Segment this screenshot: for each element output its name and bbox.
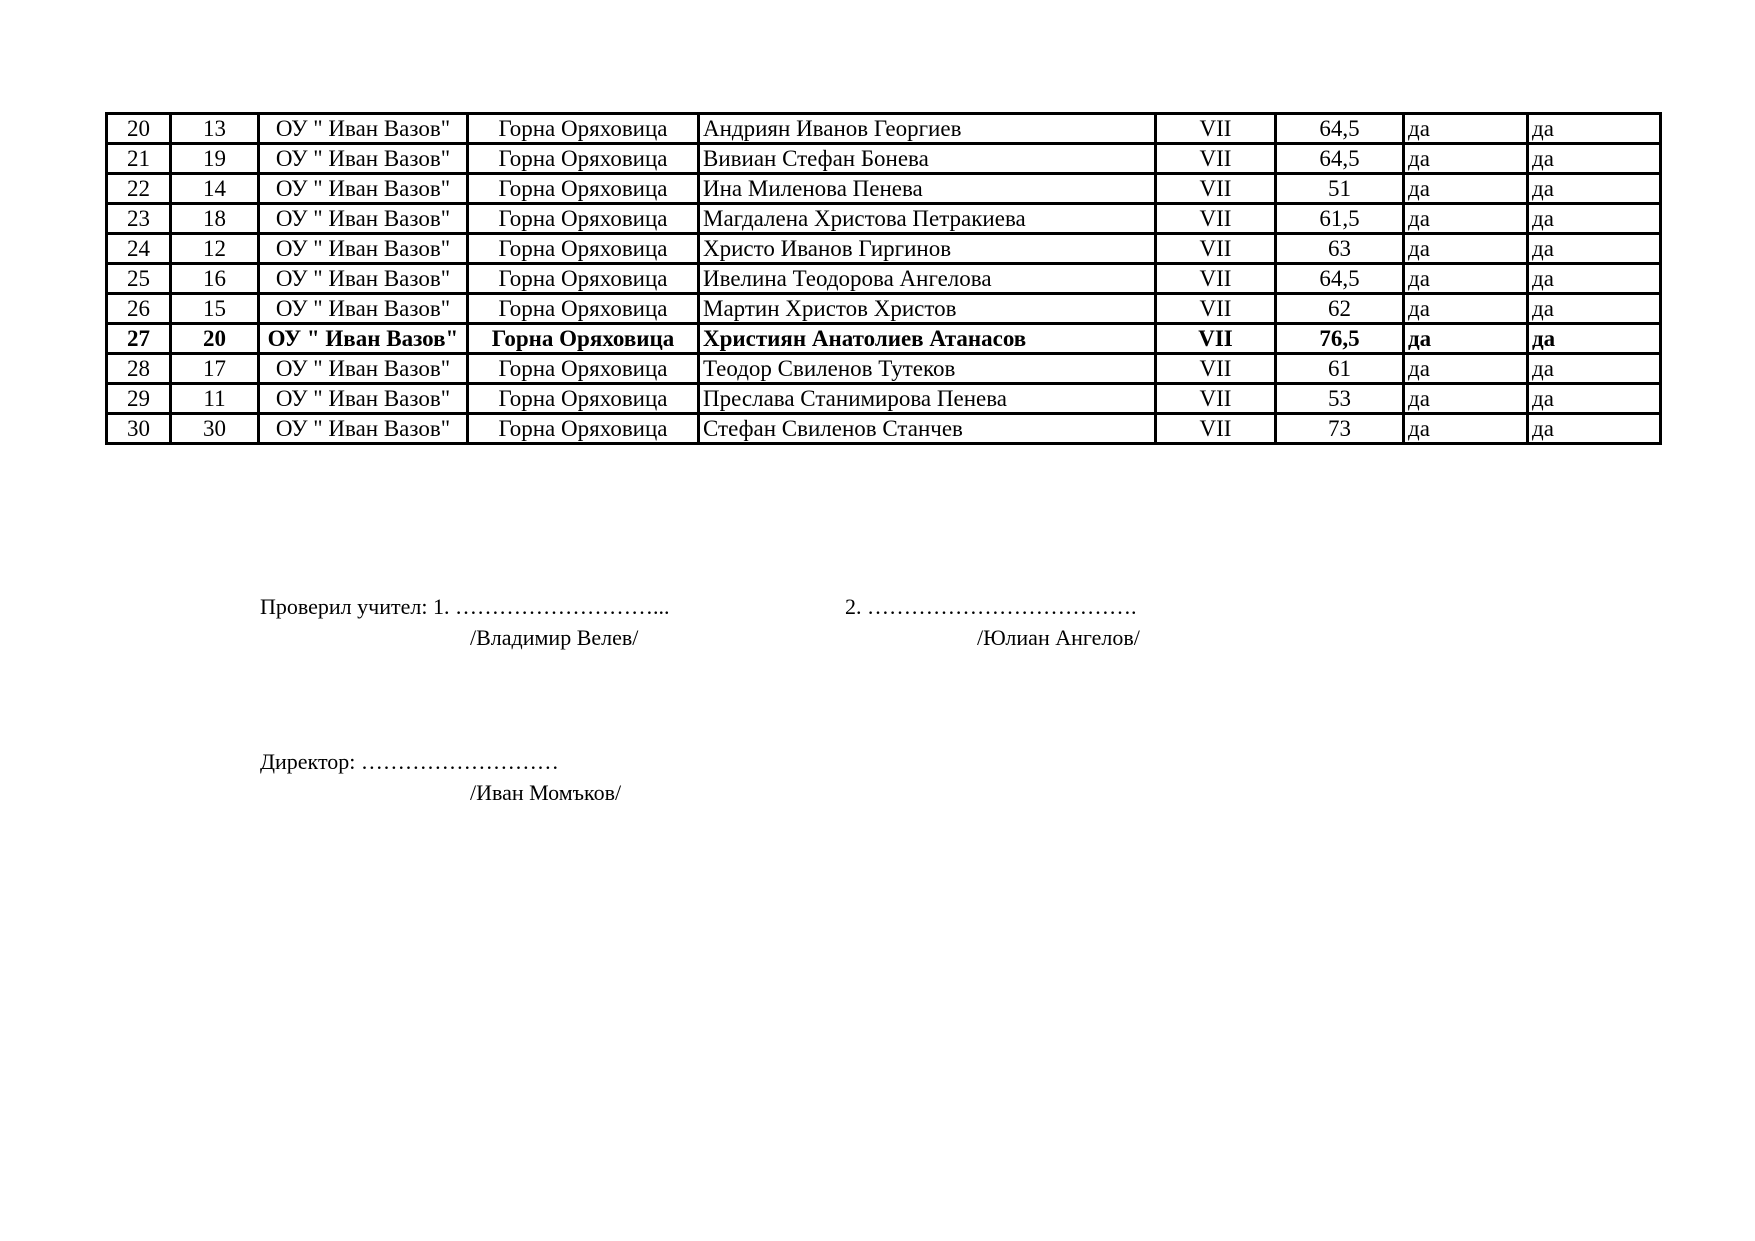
teacher-2-signature-line: 2. ………………………………. bbox=[845, 594, 1137, 619]
student-name-cell: Теодор Свиленов Тутеков bbox=[699, 354, 1156, 384]
score-cell: 62 bbox=[1276, 294, 1404, 324]
row-number-cell: 27 bbox=[107, 324, 171, 354]
row-number-cell: 23 bbox=[107, 204, 171, 234]
student-name-cell: Преслава Станимирова Пенева bbox=[699, 384, 1156, 414]
status-1-cell: да bbox=[1404, 354, 1528, 384]
status-2-cell: да bbox=[1528, 204, 1661, 234]
status-1-cell: да bbox=[1404, 384, 1528, 414]
status-2-cell: да bbox=[1528, 354, 1661, 384]
row-number-cell: 30 bbox=[107, 414, 171, 444]
table-row bbox=[107, 294, 1661, 324]
participant-id-cell: 15 bbox=[171, 294, 259, 324]
status-2-cell: да bbox=[1528, 174, 1661, 204]
score-cell: 73 bbox=[1276, 414, 1404, 444]
town-cell: Горна Оряховица bbox=[468, 114, 699, 144]
score-cell: 51 bbox=[1276, 174, 1404, 204]
table-row bbox=[107, 414, 1661, 444]
student-name-cell: Христо Иванов Гиргинов bbox=[699, 234, 1156, 264]
table-row bbox=[107, 144, 1661, 174]
participant-id-cell: 14 bbox=[171, 174, 259, 204]
student-name-cell: Вивиан Стефан Бонева bbox=[699, 144, 1156, 174]
status-2-cell: да bbox=[1528, 234, 1661, 264]
status-1-cell: да bbox=[1404, 324, 1528, 354]
student-name-cell: Ина Миленова Пенева bbox=[699, 174, 1156, 204]
student-name-cell: Мартин Христов Христов bbox=[699, 294, 1156, 324]
grade-cell: VII bbox=[1156, 144, 1276, 174]
student-name-cell: Андриян Иванов Георгиев bbox=[699, 114, 1156, 144]
school-cell: ОУ " Иван Вазов" bbox=[259, 114, 468, 144]
participant-id-cell: 17 bbox=[171, 354, 259, 384]
grade-cell: VII bbox=[1156, 114, 1276, 144]
school-cell: ОУ " Иван Вазов" bbox=[259, 174, 468, 204]
school-cell: ОУ " Иван Вазов" bbox=[259, 144, 468, 174]
student-name-cell: Магдалена Христова Петракиева bbox=[699, 204, 1156, 234]
grade-cell: VII bbox=[1156, 414, 1276, 444]
school-cell: ОУ " Иван Вазов" bbox=[259, 234, 468, 264]
row-number-cell: 20 bbox=[107, 114, 171, 144]
school-cell: ОУ " Иван Вазов" bbox=[259, 384, 468, 414]
score-cell: 64,5 bbox=[1276, 144, 1404, 174]
director-signature-line: Директор: ……………………… bbox=[260, 749, 559, 774]
town-cell: Горна Оряховица bbox=[468, 204, 699, 234]
row-number-cell: 22 bbox=[107, 174, 171, 204]
school-cell: ОУ " Иван Вазов" bbox=[259, 264, 468, 294]
table-row bbox=[107, 234, 1661, 264]
grade-cell: VII bbox=[1156, 174, 1276, 204]
status-1-cell: да bbox=[1404, 264, 1528, 294]
town-cell: Горна Оряховица bbox=[468, 174, 699, 204]
teacher-1-name: /Владимир Велев/ bbox=[470, 625, 639, 650]
table-row bbox=[107, 204, 1661, 234]
participant-id-cell: 18 bbox=[171, 204, 259, 234]
score-cell: 61,5 bbox=[1276, 204, 1404, 234]
score-cell: 63 bbox=[1276, 234, 1404, 264]
row-number-cell: 24 bbox=[107, 234, 171, 264]
grade-cell: VII bbox=[1156, 234, 1276, 264]
grade-cell: VII bbox=[1156, 384, 1276, 414]
participant-id-cell: 12 bbox=[171, 234, 259, 264]
school-cell: ОУ " Иван Вазов" bbox=[259, 204, 468, 234]
row-number-cell: 26 bbox=[107, 294, 171, 324]
school-cell: ОУ " Иван Вазов" bbox=[259, 294, 468, 324]
table-row bbox=[107, 354, 1661, 384]
grade-cell: VII bbox=[1156, 324, 1276, 354]
participant-id-cell: 13 bbox=[171, 114, 259, 144]
town-cell: Горна Оряховица bbox=[468, 384, 699, 414]
status-2-cell: да bbox=[1528, 144, 1661, 174]
teacher-1-signature-line: Проверил учител: 1. ………………………... bbox=[260, 594, 670, 619]
score-cell: 64,5 bbox=[1276, 114, 1404, 144]
status-1-cell: да bbox=[1404, 144, 1528, 174]
town-cell: Горна Оряховица bbox=[468, 144, 699, 174]
table-body bbox=[107, 114, 1661, 444]
status-1-cell: да bbox=[1404, 234, 1528, 264]
participant-id-cell: 19 bbox=[171, 144, 259, 174]
status-2-cell: да bbox=[1528, 414, 1661, 444]
director-name: /Иван Момъков/ bbox=[470, 780, 622, 805]
town-cell: Горна Оряховица bbox=[468, 414, 699, 444]
table-row bbox=[107, 384, 1661, 414]
status-2-cell: да bbox=[1528, 294, 1661, 324]
table-row bbox=[107, 324, 1661, 354]
student-name-cell: Стефан Свиленов Станчев bbox=[699, 414, 1156, 444]
status-1-cell: да bbox=[1404, 294, 1528, 324]
grade-cell: VII bbox=[1156, 294, 1276, 324]
grade-cell: VII bbox=[1156, 264, 1276, 294]
participant-id-cell: 11 bbox=[171, 384, 259, 414]
row-number-cell: 29 bbox=[107, 384, 171, 414]
teacher-2-name: /Юлиан Ангелов/ bbox=[977, 625, 1140, 650]
score-cell: 61 bbox=[1276, 354, 1404, 384]
results-table bbox=[105, 112, 1662, 445]
status-2-cell: да bbox=[1528, 384, 1661, 414]
town-cell: Горна Оряховица bbox=[468, 324, 699, 354]
table-row bbox=[107, 264, 1661, 294]
status-1-cell: да bbox=[1404, 174, 1528, 204]
grade-cell: VII bbox=[1156, 204, 1276, 234]
town-cell: Горна Оряховица bbox=[468, 294, 699, 324]
status-1-cell: да bbox=[1404, 114, 1528, 144]
table-row bbox=[107, 114, 1661, 144]
student-name-cell: Ивелина Теодорова Ангелова bbox=[699, 264, 1156, 294]
participant-id-cell: 16 bbox=[171, 264, 259, 294]
town-cell: Горна Оряховица bbox=[468, 264, 699, 294]
score-cell: 64,5 bbox=[1276, 264, 1404, 294]
grade-cell: VII bbox=[1156, 354, 1276, 384]
school-cell: ОУ " Иван Вазов" bbox=[259, 354, 468, 384]
status-1-cell: да bbox=[1404, 204, 1528, 234]
score-cell: 53 bbox=[1276, 384, 1404, 414]
town-cell: Горна Оряховица bbox=[468, 354, 699, 384]
row-number-cell: 25 bbox=[107, 264, 171, 294]
status-1-cell: да bbox=[1404, 414, 1528, 444]
row-number-cell: 21 bbox=[107, 144, 171, 174]
participant-id-cell: 20 bbox=[171, 324, 259, 354]
row-number-cell: 28 bbox=[107, 354, 171, 384]
status-2-cell: да bbox=[1528, 324, 1661, 354]
status-2-cell: да bbox=[1528, 264, 1661, 294]
school-cell: ОУ " Иван Вазов" bbox=[259, 414, 468, 444]
participant-id-cell: 30 bbox=[171, 414, 259, 444]
score-cell: 76,5 bbox=[1276, 324, 1404, 354]
school-cell: ОУ " Иван Вазов" bbox=[259, 324, 468, 354]
town-cell: Горна Оряховица bbox=[468, 234, 699, 264]
student-name-cell: Християн Анатолиев Атанасов bbox=[699, 324, 1156, 354]
status-2-cell: да bbox=[1528, 114, 1661, 144]
table-row bbox=[107, 174, 1661, 204]
